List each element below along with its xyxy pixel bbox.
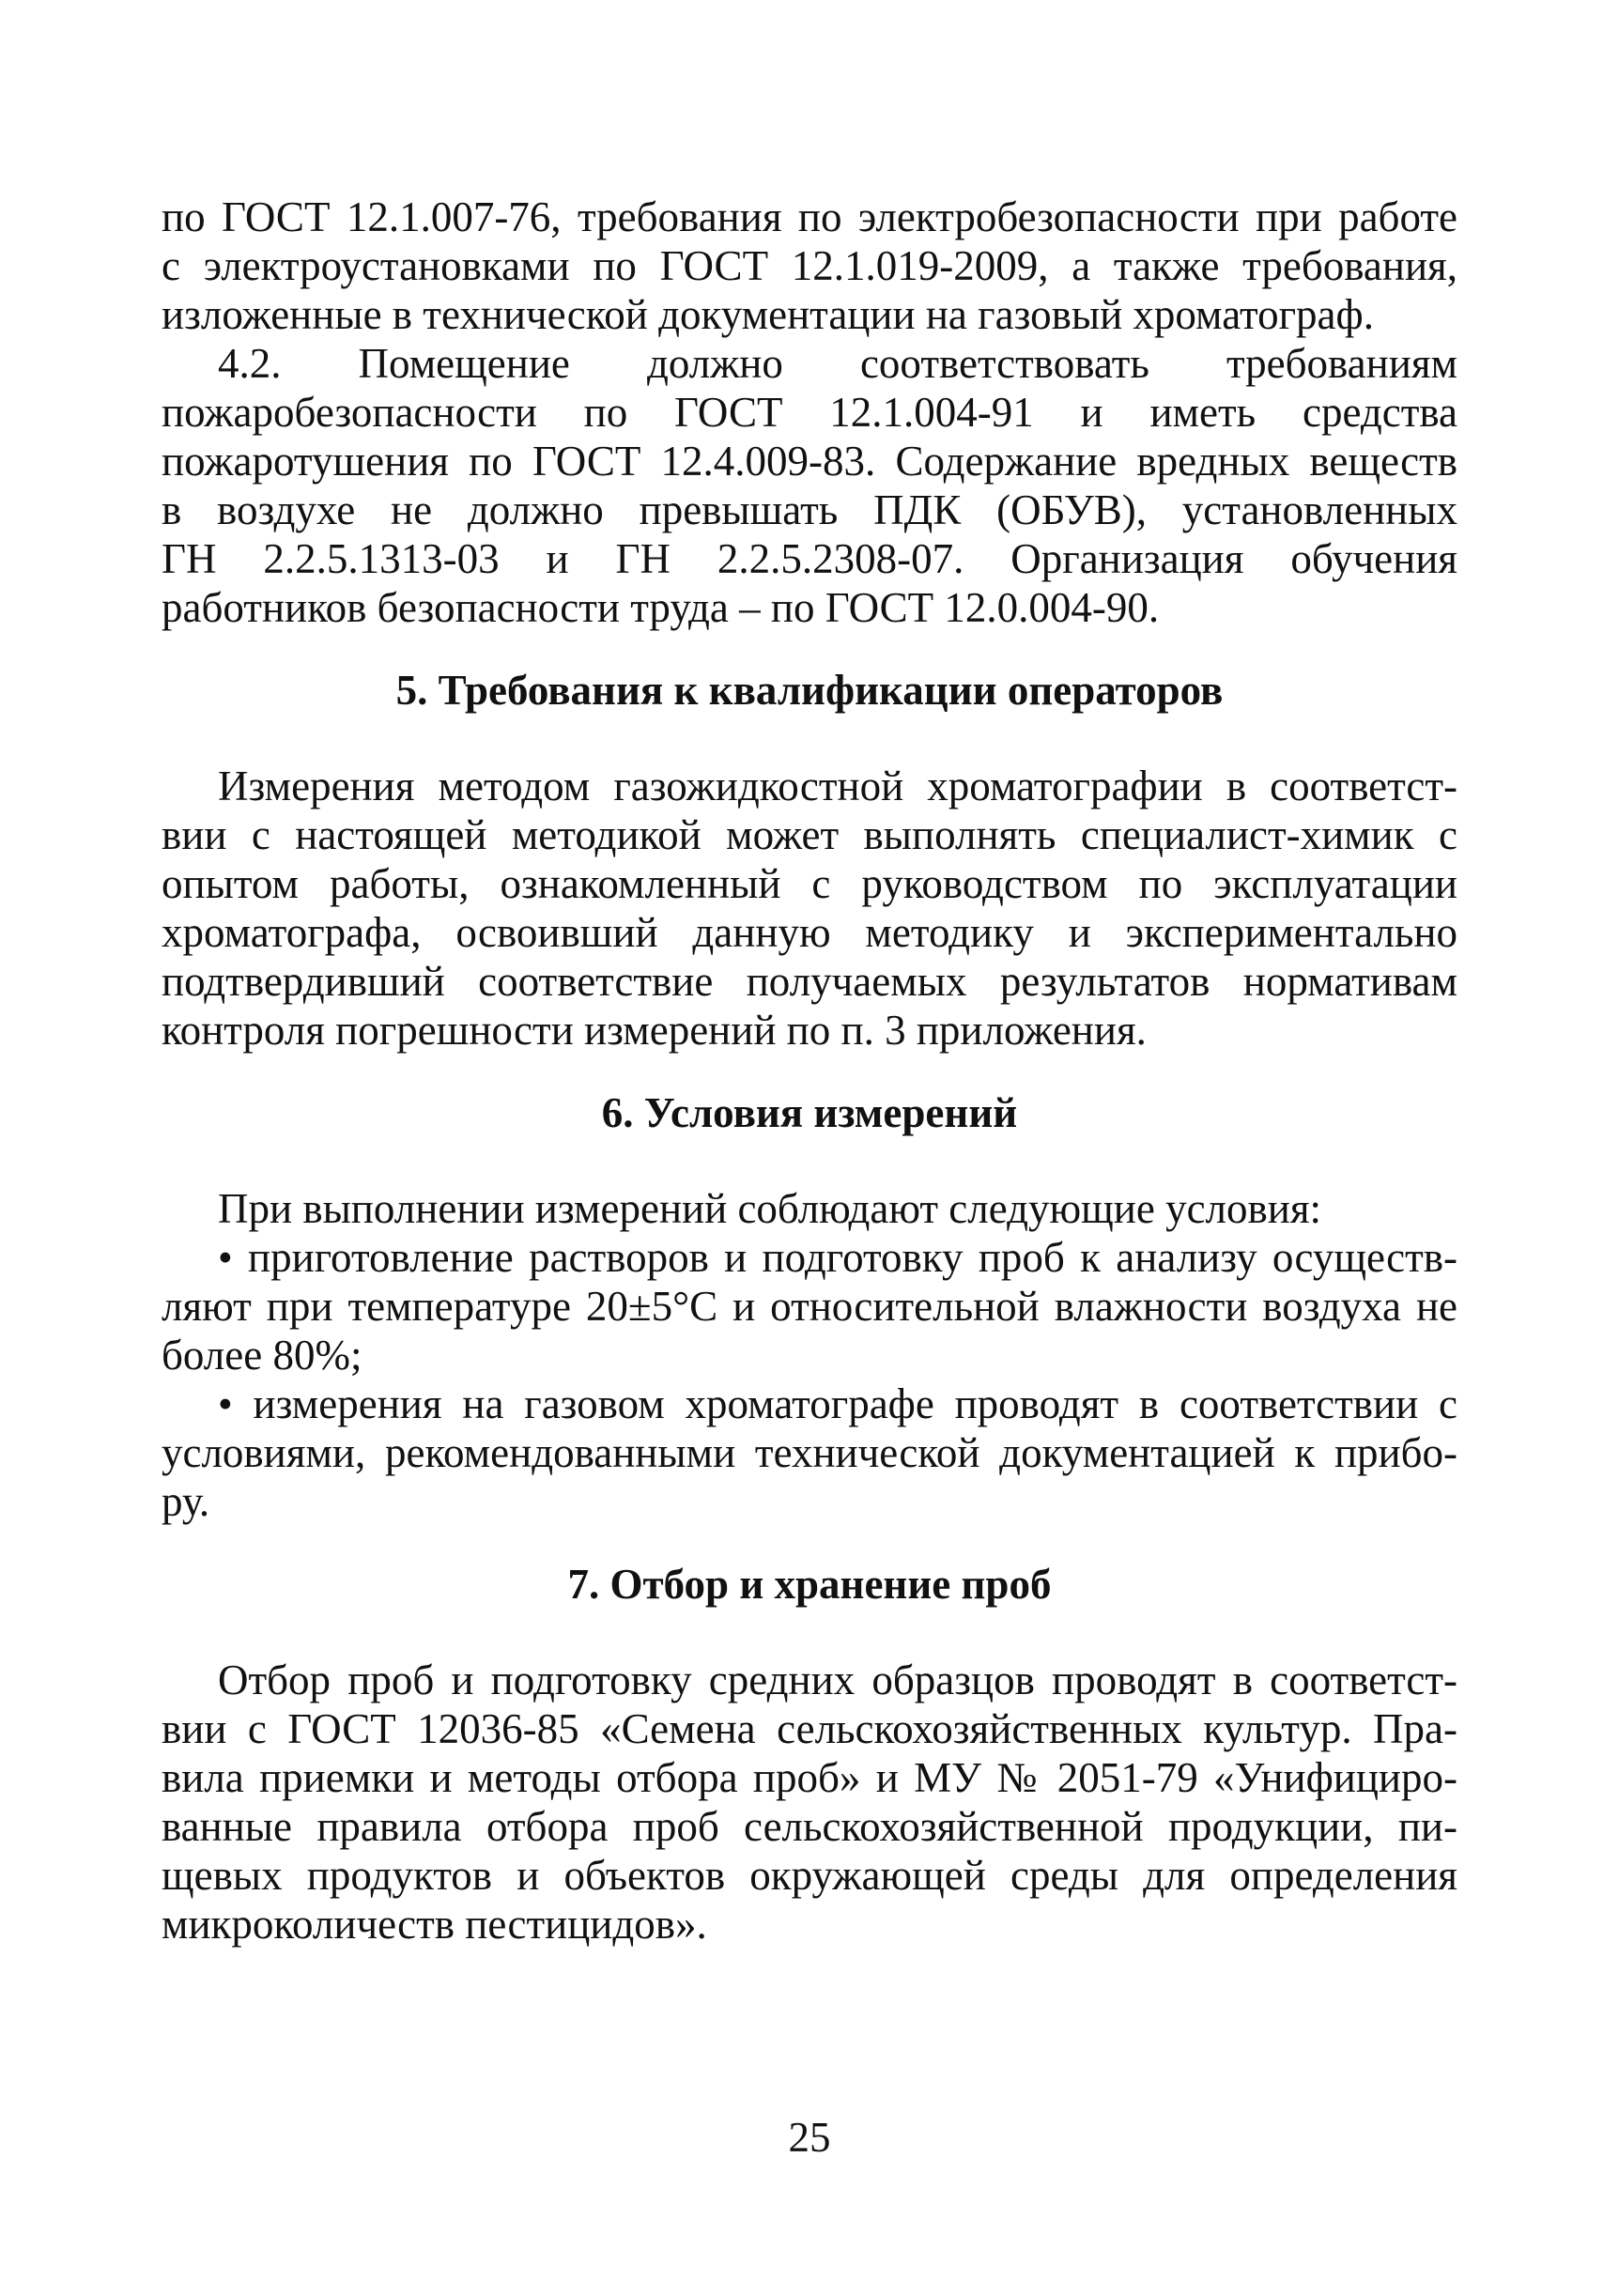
text-line: контроля погрешности измерений по п. 3 приложения.: [162, 1007, 1147, 1054]
page-number: 25: [788, 2114, 831, 2161]
text-line: Измерения методом газожидкостной хроматографии в соответст-: [218, 763, 1457, 809]
section-6-bullet-2: [162, 1379, 1457, 1526]
text-line: щевых продуктов и объектов окружающей среды для определения: [162, 1852, 1457, 1899]
text-line: ру.: [162, 1478, 210, 1525]
text-line: ляют при температуре 20±5°С и относительной влажности воздуха не: [162, 1283, 1457, 1330]
section-6-intro: [162, 1184, 1457, 1233]
section-6-heading: 6. Условия измерений: [601, 1089, 1018, 1136]
text-line: ГН 2.2.5.1313-03 и ГН 2.2.5.2308-07. Организация обучения: [162, 535, 1457, 582]
document-page: [162, 193, 1457, 1949]
text-line: подтвердивший соответствие получаемых результатов нормативам: [162, 958, 1457, 1005]
paragraph-4-1-continued: [162, 193, 1457, 339]
text-line: работников безопасности труда – по ГОСТ 12.0.004-90.: [162, 584, 1160, 631]
text-line: в воздухе не должно превышать ПДК (ОБУВ), установленных: [162, 486, 1457, 533]
text-line: 4.2. Помещение должно соответствовать требованиям: [218, 340, 1457, 387]
text-line: пожаротушения по ГОСТ 12.4.009-83. Содержание вредных веществ: [162, 438, 1457, 485]
text-line: с электроустановками по ГОСТ 12.1.019-2009, а также требования,: [162, 242, 1457, 289]
text-line: хроматографа, освоивший данную методику и экспериментально: [162, 909, 1457, 956]
section-7-heading: 7. Отбор и хранение проб: [567, 1561, 1052, 1608]
text-line: по ГОСТ 12.1.007-76, требования по электробезопасности при работе: [162, 193, 1457, 240]
text-line: микроколичеств пестицидов».: [162, 1901, 707, 1948]
text-line: пожаробезопасности по ГОСТ 12.1.004-91 и иметь средства: [162, 389, 1457, 436]
text-line: изложенные в технической документации на газовый хроматограф.: [162, 291, 1374, 338]
text-line: вии с ГОСТ 12036-85 «Семена сельскохозяйственных культур. Пра-: [162, 1705, 1457, 1752]
text-line: ванные правила отбора проб сельскохозяйственной продукции, пи-: [162, 1803, 1457, 1850]
text-line: При выполнении измерений соблюдают следующие условия:: [218, 1185, 1322, 1232]
text-line: более 80%;: [162, 1332, 362, 1379]
section-6-bullet-1: [162, 1233, 1457, 1379]
section-5-heading: 5. Требования к квалификации операторов: [395, 667, 1224, 714]
text-line: вии с настоящей методикой может выполнять специалист-химик с: [162, 811, 1457, 858]
paragraph-4-2: [162, 339, 1457, 632]
section-5-paragraph: [162, 762, 1457, 1055]
text-line: Отбор проб и подготовку средних образцов проводят в соответст-: [218, 1657, 1457, 1703]
text-line: • измерения на газовом хроматографе проводят в соответствии с: [218, 1380, 1457, 1427]
text-line: условиями, рекомендованными технической документацией к прибо-: [162, 1429, 1457, 1476]
section-7-paragraph: [162, 1656, 1457, 1949]
text-line: • приготовление растворов и подготовку проб к анализу осуществ-: [218, 1234, 1457, 1281]
text-line: вила приемки и методы отбора проб» и МУ № 2051-79 «Унифициро-: [162, 1754, 1457, 1801]
text-line: опытом работы, ознакомленный с руководством по эксплуатации: [162, 860, 1457, 907]
